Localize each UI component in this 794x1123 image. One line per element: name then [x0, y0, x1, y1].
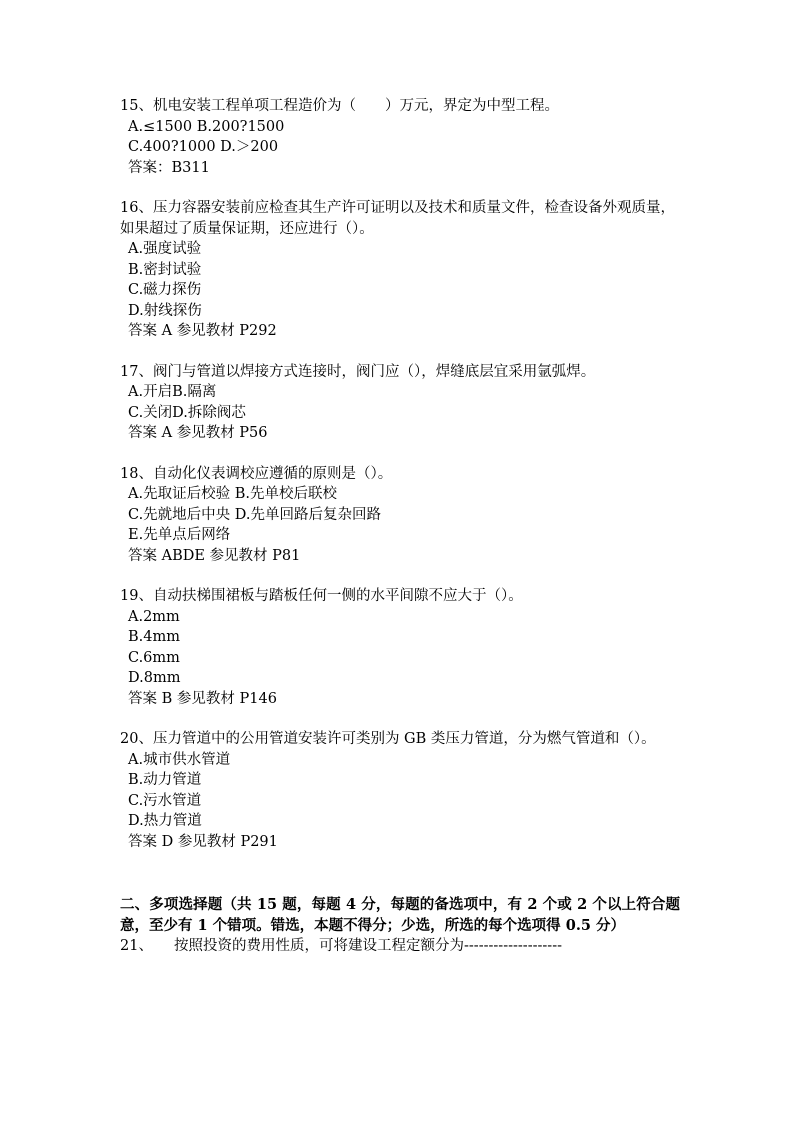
- question-19: [120, 586, 680, 709]
- question-20: [120, 729, 680, 852]
- question-stem: 16、压力容器安装前应检查其生产许可证明以及技术和质量文件，检查设备外观质量，如果超过了质量保证期，还应进行（）。: [120, 200, 675, 237]
- option-line: B.4mm: [128, 629, 180, 645]
- answer-line: 答案 B 参见教材 P146: [128, 690, 277, 707]
- answer-line: 答案 A 参见教材 P292: [128, 323, 277, 339]
- option-line: A.强度试验: [128, 241, 202, 257]
- option-line: A.开启B.隔离: [128, 384, 217, 400]
- option-line: C.污水管道: [128, 792, 202, 809]
- question-stem: 17、阀门与管道以焊接方式连接时，阀门应（），焊缝底层宜采用氩弧焊。: [120, 363, 596, 380]
- option-line: B.密封试验: [128, 261, 202, 278]
- document-page: [120, 96, 680, 957]
- option-line: A.先取证后校验 B.先单校后联校: [128, 486, 337, 502]
- option-line: D.射线探伤: [128, 302, 202, 319]
- answer-line: 答案：B311: [128, 159, 210, 176]
- question-17: [120, 362, 680, 444]
- section-heading: 二、多项选择题（共 15 题，每题 4 分，每题的备选项中，有 2 个或 2 个以上符合题意，至少有 1 个错项。错选，本题不得分；少选，所选的每个选项得 0.5 分）: [120, 896, 680, 934]
- answer-line: 答案 ABDE 参见教材 P81: [128, 547, 301, 564]
- question-stem: 15、机电安装工程单项工程造价为（ ）万元，界定为中型工程。: [120, 98, 559, 114]
- option-line: C.先就地后中央 D.先单回路后复杂回路: [128, 506, 382, 523]
- question-stem: 19、自动扶梯围裙板与踏板任何一侧的水平间隙不应大于（）。: [120, 588, 523, 604]
- answer-line: 答案 A 参见教材 P56: [128, 425, 268, 441]
- option-line: D.热力管道: [128, 813, 202, 829]
- option-line: A.城市供水管道: [128, 751, 231, 768]
- option-line: B.动力管道: [128, 772, 202, 788]
- option-line: C.磁力探伤: [128, 282, 202, 298]
- question-stem: 18、自动化仪表调校应遵循的原则是（）。: [120, 465, 393, 482]
- option-line: C.400?1000 D.＞200: [128, 139, 279, 155]
- option-line: C.6mm: [128, 649, 180, 666]
- question-stem: 20、压力管道中的公用管道安装许可类别为 GB 类压力管道，分为燃气管道和（）。: [120, 731, 656, 747]
- option-line: A.2mm: [128, 608, 180, 625]
- option-line: C.关闭D.拆除阀芯: [128, 404, 246, 421]
- answer-line: 答案 D 参见教材 P291: [128, 833, 278, 850]
- option-line: A.≤1500 B.200?1500: [128, 118, 285, 135]
- option-line: D.8mm: [128, 670, 181, 686]
- question-21: [120, 936, 680, 957]
- question-stem: 按照投资的费用性质，可将建设工程定额分为--------------------: [174, 938, 562, 954]
- question-16: [120, 198, 680, 342]
- question-15: [120, 96, 680, 178]
- question-18: [120, 464, 680, 567]
- question-number: 21、: [120, 938, 153, 954]
- option-line: E.先单点后网络: [128, 527, 231, 543]
